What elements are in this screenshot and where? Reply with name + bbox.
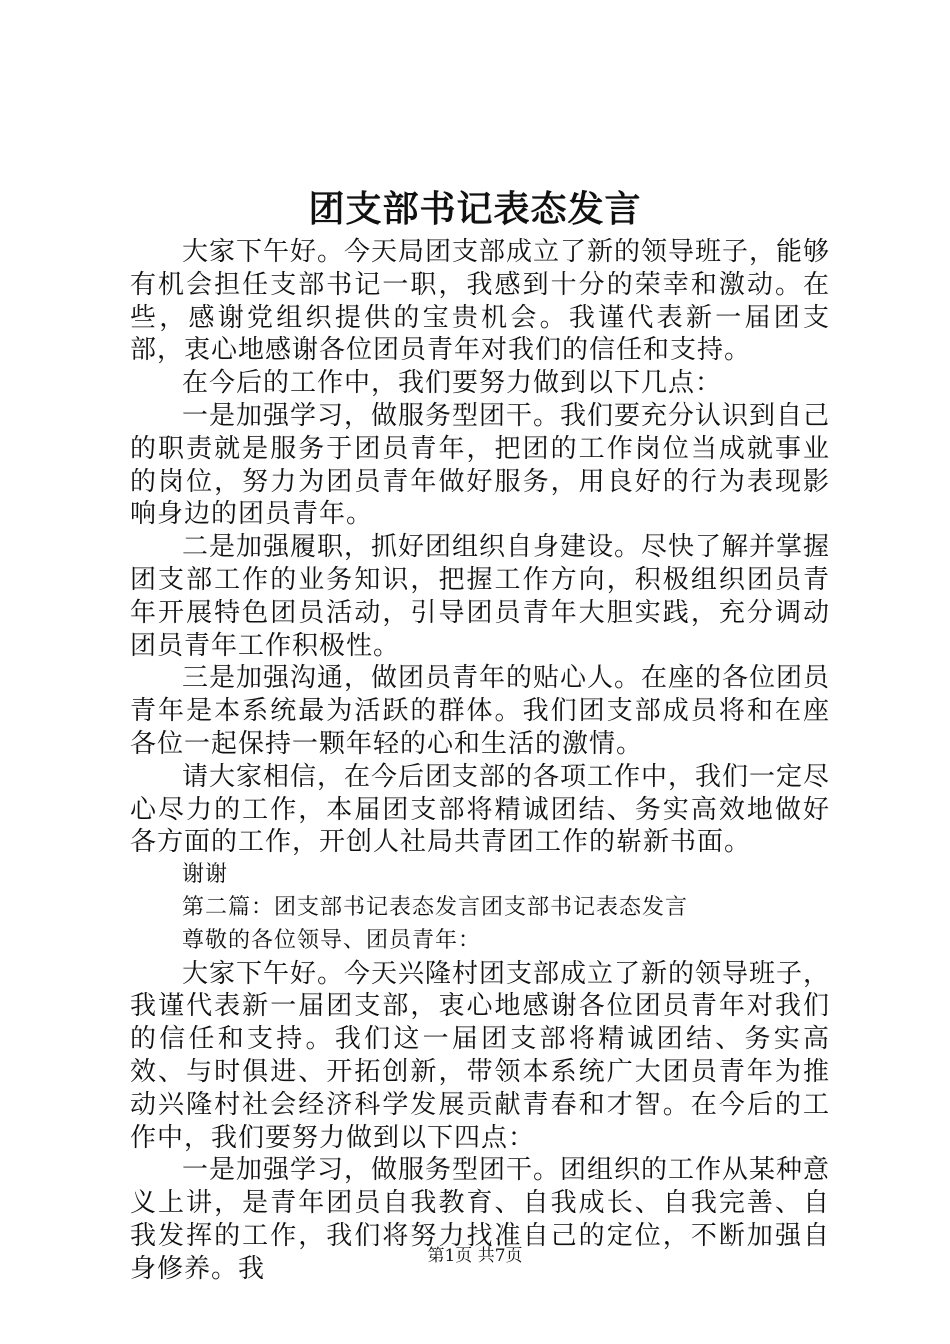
paragraph-2: 在今后的工作中，我们要努力做到以下几点：: [182, 368, 723, 399]
paragraph-6: 请大家相信，在今后团支部的各项工作中，我们一定尽心尽力的工作，本届团支部将精诚团结、务实高效地做好各方面的工作，开创人社局共青团工作的崭新书面。: [130, 761, 831, 858]
document-title: 团支部书记表态发言: [308, 188, 642, 230]
paragraph-8: 大家下午好。今天兴隆村团支部成立了新的领导班子，我谨代表新一届团支部，衷心地感谢各位团员青年对我们的信任和支持。我们这一届团支部将精诚团结、务实高效、与时俱进、开拓创新，带领本系统广大团员青年为推动兴隆村社会经济科学发展贡献青春和才智。在今后的工作中，我们要努力做到以下四点：: [130, 958, 831, 1153]
salutation: 尊敬的各位领导、团员青年：: [182, 927, 482, 953]
document-body: [130, 236, 830, 1286]
paragraph-5: 三是加强沟通，做团员青年的贴心人。在座的各位团员青年是本系统最为活跃的群体。我们团支部成员将和在座各位一起保持一颗年轻的心和生活的激情。: [130, 663, 831, 759]
paragraph-4: 二是加强履职，抓好团组织自身建设。尽快了解并掌握团支部工作的业务知识，把握工作方向，积极组织团员青年开展特色团员活动，引导团员青年大胆实践，充分调动团员青年工作积极性。: [130, 532, 831, 661]
paragraph-9: 一是加强学习，做服务型团干。团组织的工作从某种意义上讲，是青年团员自我教育、自我成长、自我完善、自我发挥的工作，我们将努力找准自己的定位，不断加强自身修养。我: [130, 1155, 831, 1284]
paragraph-3: 一是加强学习，做服务型团干。我们要充分认识到自己的职责就是服务于团员青年，把团的工作岗位当成就事业的岗位，努力为团员青年做好服务，用良好的行为表现影响身边的团员青年。: [130, 400, 831, 530]
page-footer: 第1页 共7页: [427, 1246, 523, 1266]
paragraph-1: 大家下午好。今天局团支部成立了新的领导班子，能够有机会担任支部书记一职，我感到十分的荣幸和激动。在些，感谢党组织提供的宝贵机会。我谨代表新一届团支部，衷心地感谢各位团员青年对我们的信任和支持。: [130, 237, 831, 366]
section-heading: 第二篇：团支部书记表态发言团支部书记表态发言: [182, 894, 689, 920]
paragraph-thanks: 谢谢: [182, 862, 229, 888]
